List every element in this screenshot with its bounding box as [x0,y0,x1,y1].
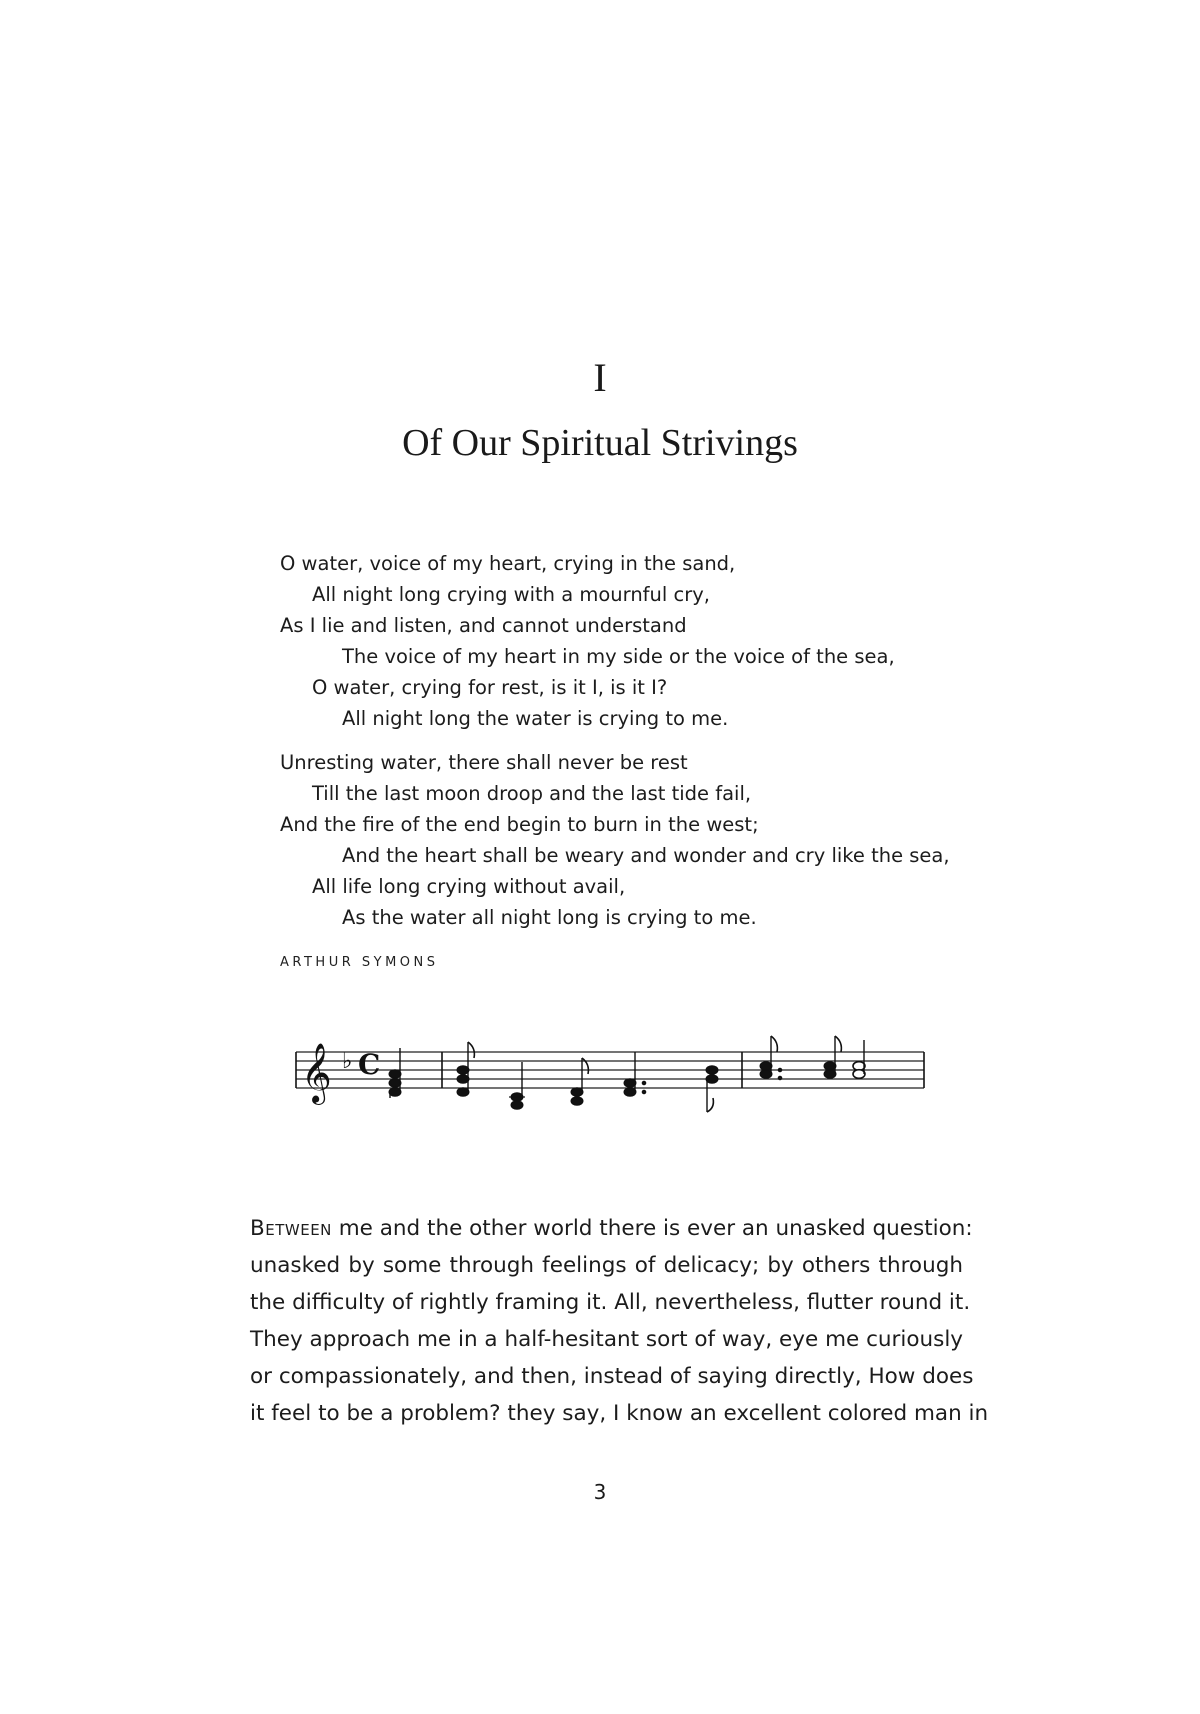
body-line: They approach me in a half-hesitant sort of way, eye me curiously [250,1327,964,1352]
poem-line: All night long the water is crying to me. [342,707,729,730]
opening-word: Between [250,1216,332,1241]
body-line-text: me and the other world there is ever an unasked question: [331,1216,973,1241]
poem-line: And the heart shall be weary and wonder and cry like the sea, [342,844,950,867]
page-number: 3 [593,1480,607,1504]
flat-icon: ♭ [342,1049,353,1074]
body-line: unasked by some through feelings of delicacy; by others through [250,1253,963,1278]
poem-line: All life long crying without avail, [312,875,626,898]
body-line [250,1210,973,1247]
body-line: it feel to be a problem? they say, I know an excellent colored man in [250,1401,989,1426]
chapter-number: I [593,355,607,400]
poem-line: As I lie and listen, and cannot understand [280,614,687,637]
poem-line: O water, crying for rest, is it I, is it I? [312,676,668,699]
stanza-break [280,734,980,747]
epigraph-attribution: ARTHUR SYMONS [280,955,439,970]
body-line: the difficulty of rightly framing it. All, nevertheless, flutter round it. [250,1290,971,1315]
epigraph-poem [280,548,980,933]
poem-line: The voice of my heart in my side or the voice of the sea, [342,645,895,668]
body-line: or compassionately, and then, instead of saying directly, How does [250,1364,974,1389]
poem-line: Unresting water, there shall never be rest [280,751,688,774]
common-time-icon: C [358,1048,381,1081]
poem-line: O water, voice of my heart, crying in the sand, [280,552,736,575]
poem-line: As the water all night long is crying to me. [342,906,757,929]
chapter-title: Of Our Spiritual Strivings [402,422,798,464]
body-text [250,1210,989,1432]
notes [389,1036,865,1112]
treble-clef-icon: 𝄞 [301,1043,332,1103]
poem-line: Till the last moon droop and the last tide fail, [312,782,752,805]
music-staff [292,1022,932,1122]
poem-line: And the fire of the end begin to burn in the west; [280,813,759,836]
poem-line: All night long crying with a mournful cry, [312,583,710,606]
